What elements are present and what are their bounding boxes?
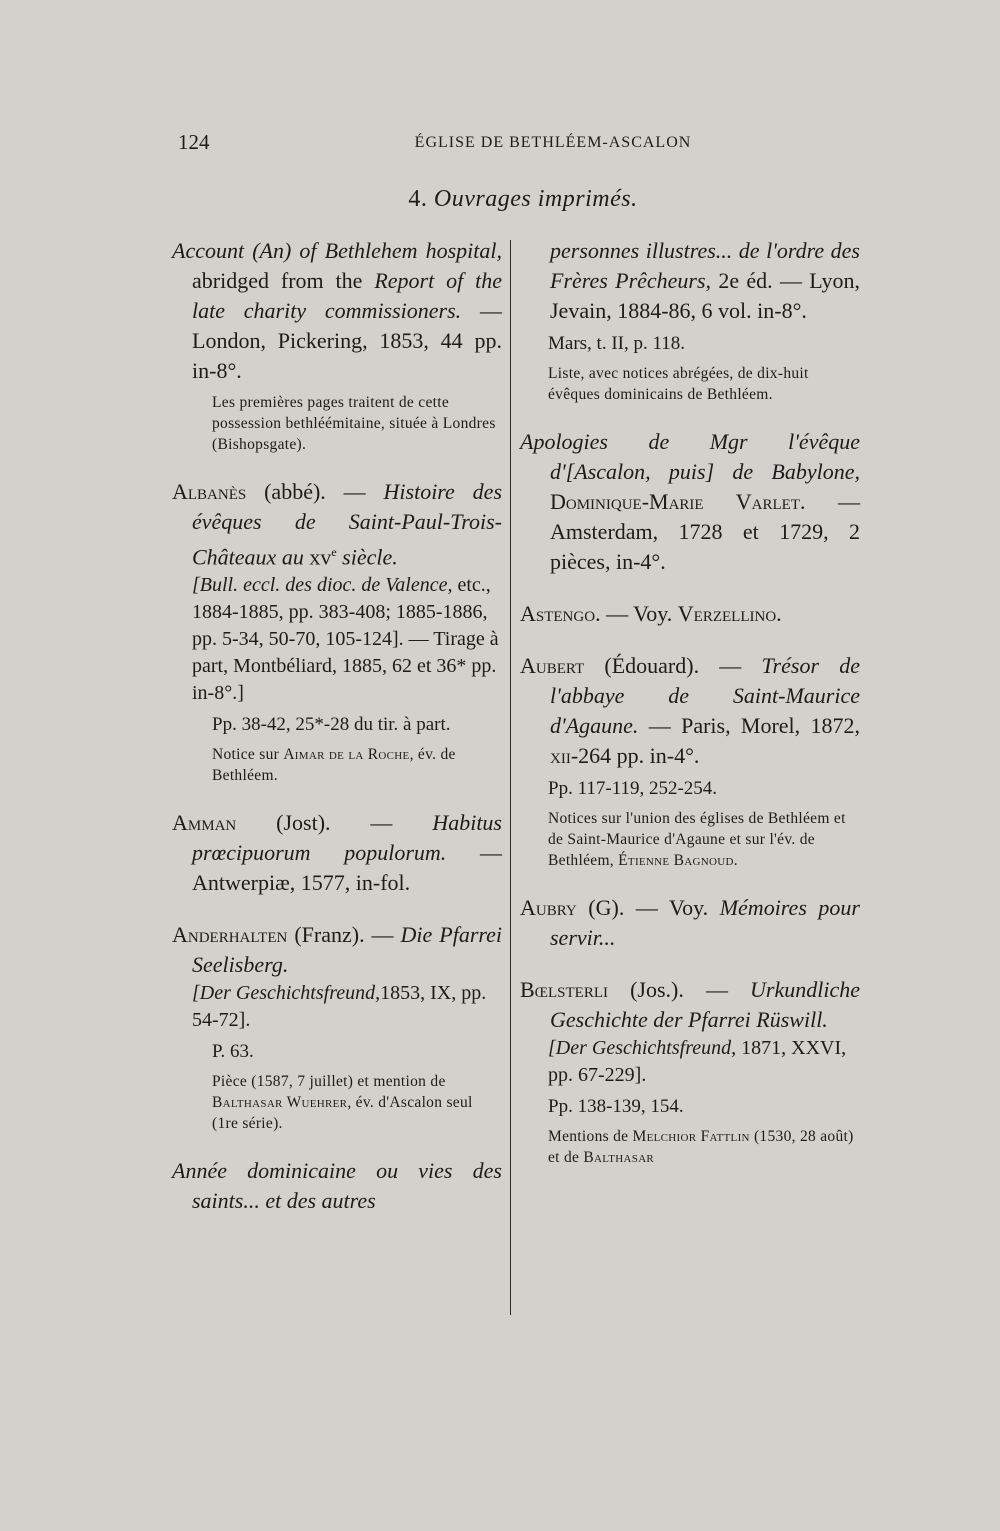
entry-century: xv [309,544,332,570]
entry-pages: Pp. 138-139, 154. [548,1096,684,1117]
entry-ref-italic: [Der Geschichtsfreund, [548,1037,737,1059]
note-text-end: , év. de Bethléem. [212,746,456,785]
note-text: Notice sur [212,746,284,764]
entry-title [172,920,502,980]
bib-entry-anderhalten [172,920,502,1134]
entry-imprint-roman: xii [550,743,571,768]
entry-title [520,651,860,771]
note-text: Pièce (1587, 7 juillet) et mention de [212,1073,446,1091]
entry-title [172,236,502,386]
entry-title-italic: Apologies de Mgr l'évêque d'[Ascalon, puis] de Babylone, [520,429,860,484]
bib-entry-albanes [172,477,502,786]
section-title: Ouvrages imprimés. [433,186,638,212]
note-text-end: , év. d'Ascalon seul (1re série). [212,1094,473,1133]
bib-entry-account [172,236,502,455]
entry-title-italic: Die Pfarrei Seelisberg. [192,922,503,978]
entry-author-rest: (Franz). — [287,922,401,948]
entry-title-italic-2: Report of the late charity commissioners. [192,268,503,323]
entry-voy: . — Voy. [595,601,678,626]
entry-ref-text: etc., 1884-1885, pp. 383-408; 1885-1886, pp. 5-34, 50-70, 105-124]. — Tirage à part, Montbéliard, 1885, 62 et 36* pp. in-8°.] [192,574,499,705]
entry-title-italic-2: siècle. [336,544,398,570]
entry-title-italic: personnes illustres... de l'ordre des Frères Prêcheurs, [550,238,860,293]
entry-ref-text: 1871, XXVI, pp. 67-229]. [548,1037,847,1086]
bib-entry-aubert [520,651,860,871]
bib-entry-boelsterli [520,975,860,1168]
entry-author: Albanès [172,479,247,504]
entry-note: Liste, avec notices abrégées, de dix-huit évêques dominicains de Bethléem. [548,365,809,403]
note-name-2: Balthasar [583,1149,655,1166]
note-name: Étienne Bagnoud [618,852,734,869]
note-text: Mentions de [548,1128,633,1145]
entry-ref-text: 1853, IX, pp. 54-72]. [192,982,487,1032]
entry-end: . [776,601,782,626]
entry-imprint: — London, Pickering, 1853, 44 pp. in-8°. [192,298,502,383]
bib-entry-aubry [520,893,860,953]
entry-pages: Pp. 117-119, 252-254. [548,778,718,799]
section-number: 4. [408,186,428,212]
bib-entry-apologies [520,427,860,577]
entry-author-rest: (Jos.). — [608,977,751,1002]
entry-author-rest: (abbé). — [246,479,384,504]
entry-imprint: 2e éd. — Lyon, Jevain, 1884-86, 6 vol. in-8°. [550,268,860,323]
entry-cross-ref: Verzellino [677,601,777,626]
entry-author-rest: (Jost). — [236,810,433,836]
note-name: Balthasar Wuehrer [212,1094,348,1112]
page-number: 124 [178,130,210,154]
entry-title [520,893,860,953]
note-name: Aimar de la Roche [283,746,410,764]
entry-title-italic: Account (An) of Bethlehem hospital, [172,238,502,263]
section-heading [178,186,868,213]
page-header [178,130,868,160]
entry-author: Dominique-Marie Varlet [550,489,800,514]
entry-pages: Mars, t. II, p. 118. [548,333,686,354]
entry-note [172,1071,502,1134]
left-column [172,236,502,1238]
entry-title-italic: Trésor de l'abbaye de Saint-Maurice d'Agaune. [550,653,860,738]
entry-author: Anderhalten [172,922,288,948]
entry-title [172,1156,502,1216]
note-text: Notices sur l'union des églises de Bethléem et de Saint-Maurice d'Agaune et sur l'év. de Bethléem, [548,810,846,869]
entry-reference [172,572,502,707]
note-text-mid: (1530, 28 août) et de [548,1128,854,1166]
entry-reference [520,1035,860,1089]
entry-author: Aubry [520,895,577,920]
entry-title [172,477,502,572]
entry-imprint: — Antwerpiæ, 1577, in-fol. [192,840,502,896]
entry-title [520,599,860,629]
entry-century-sup: e [331,545,337,559]
bib-entry-astengo [520,599,860,629]
entry-pages: Pp. 38-42, 25*-28 du tir. à part. [212,714,451,736]
bib-entry-annee-dominicaine [172,1156,502,1216]
entry-title [172,808,502,898]
entry-author-rest: (Édouard). — [584,653,762,678]
entry-title-italic: Année dominicaine ou vies des saints... et des autres [172,1158,502,1214]
entry-reference [172,980,502,1034]
entry-imprint: . — Amsterdam, 1728 et 1729, 2 pièces, in-4°. [550,489,860,574]
bib-entry-annee-dominicaine-cont [520,236,860,405]
entry-imprint-end: -264 pp. in-4°. [570,743,700,768]
entry-title [520,236,860,326]
entry-title-italic: Urkundliche Geschichte der Pfarrei Rüswill. [550,977,860,1032]
entry-title-italic: Mémoires pour servir... [550,895,860,950]
entry-title [520,975,860,1035]
entry-note [172,744,502,786]
entry-title-italic: Histoire des évêques de Saint-Paul-Trois-Châteaux au [192,479,503,570]
entry-author: Aubert [520,653,585,678]
entry-note [520,808,860,871]
entry-imprint: — Paris, Morel, 1872, [638,713,860,738]
entry-ref-italic: [Der Geschichtsfreund, [192,982,381,1005]
entry-pages: P. 63. [212,1041,254,1063]
running-title: ÉGLISE DE BETHLÉEM-ASCALON [414,134,692,151]
entry-author: Amman [172,810,237,836]
right-column [520,236,860,1190]
column-divider [510,240,511,1315]
entry-title [520,427,860,577]
note-name: Melchior Fattlin [632,1128,750,1145]
entry-title-text: abridged from the [192,268,375,293]
note-text-end: . [733,852,738,869]
bib-entry-amman [172,808,502,898]
entry-author-rest: (G). — Voy. [576,895,720,920]
entry-title-italic: Habitus prœcipuorum populorum. [192,810,502,866]
entry-ref-italic: [Bull. eccl. des dioc. de Valence, [192,574,453,597]
entry-author: Astengo [520,601,596,626]
entry-note: Les premières pages traitent de cette possession bethléémitaine, située à Londres (Bishopsgate). [212,394,496,453]
entry-note [520,1126,860,1168]
entry-author: Bœlsterli [520,977,609,1002]
